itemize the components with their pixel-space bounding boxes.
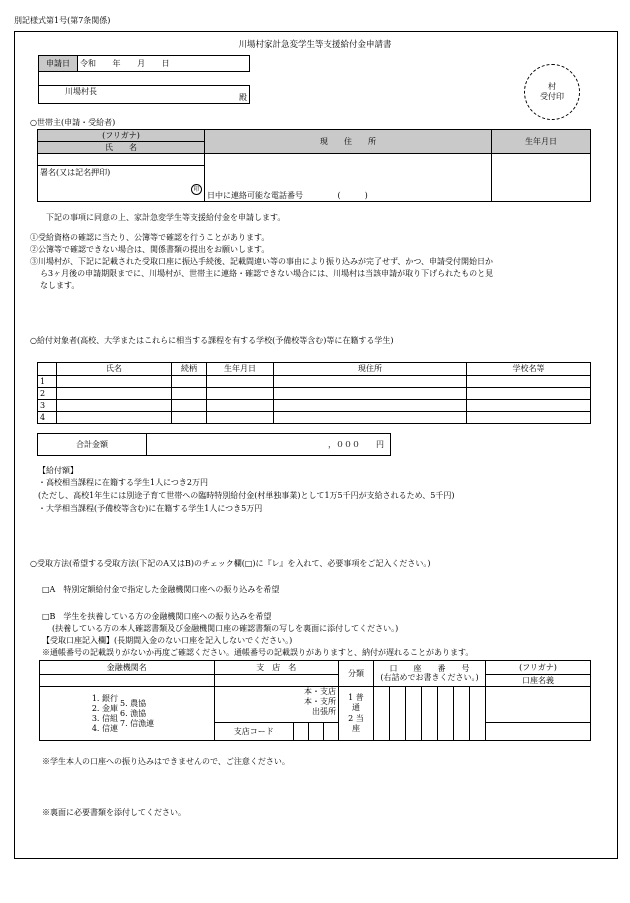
- account-warning: ※通帳番号の記載誤りがないか再度ご確認ください。通帳番号の記載誤りがありますと、納付が遅れることがあります。: [42, 648, 474, 657]
- opt-kinko: 2. 金庫: [91, 703, 118, 713]
- student-name-field[interactable]: [57, 388, 172, 400]
- furigana-field[interactable]: [38, 154, 205, 166]
- opt-honshiten: 本・支店: [304, 687, 336, 696]
- relation-field[interactable]: [172, 400, 207, 412]
- account-number-header: [374, 661, 486, 687]
- student-address-field[interactable]: [274, 412, 467, 424]
- institution-header: 金融機関名: [40, 661, 215, 675]
- month-label: 月: [137, 58, 146, 68]
- date-label: 申請日: [39, 56, 78, 72]
- furigana-header: (フリガナ): [38, 130, 205, 142]
- account-name-field[interactable]: [486, 723, 591, 741]
- account-header: 【受取口座記入欄】(長期間入金のない口座を記入しないでください。): [42, 636, 293, 645]
- type-field[interactable]: [339, 687, 374, 741]
- branch-code-digit[interactable]: [309, 723, 324, 741]
- row-num-header: [38, 363, 57, 376]
- row-number: 1: [38, 376, 57, 388]
- householder-section-title: ○世帯主(申請・受給者): [30, 118, 116, 127]
- receipt-section-title: ○受取方法(希望する受取方法(下記のA又はB)のチェック欄(□)に『レ』を入れて、必要事項をご記入ください。): [30, 559, 431, 568]
- address-field[interactable]: [205, 154, 492, 202]
- note-2: ②公簿等で確認できない場合は、関係書類の提出をお願いします。: [30, 245, 270, 254]
- school-field[interactable]: [467, 376, 591, 388]
- note-1: ①受給資格の確認に当たり、公簿等で確認を行うことがあります。: [30, 233, 270, 242]
- addressee-name: 川場村長: [65, 86, 97, 96]
- relation-header: 続柄: [172, 363, 207, 376]
- branch-field[interactable]: [214, 687, 338, 723]
- acct-digit[interactable]: [374, 687, 390, 741]
- note-3-end: なします。: [40, 281, 80, 290]
- acct-digit[interactable]: [470, 687, 486, 741]
- account-number-title: 口 座 番 号: [389, 663, 470, 673]
- row-number: 2: [38, 388, 57, 400]
- opt-shingyoren: 7. 信漁連: [120, 718, 155, 728]
- seal-line1: 村: [548, 82, 556, 91]
- branch-blank: [214, 675, 338, 687]
- furigana-bank-field[interactable]: [486, 687, 591, 723]
- payment-line-3: ・大学相当課程(予備校等含む)に在籍する学生1人につき5万円: [38, 504, 263, 513]
- honorific: 殿: [239, 92, 247, 102]
- opt-shinkumi: 3. 信組: [91, 713, 118, 723]
- opt-toza: 2 当: [348, 713, 364, 723]
- opt-futsu-2: 通: [352, 703, 360, 713]
- addressee-row: [39, 86, 250, 104]
- relation-field[interactable]: [172, 376, 207, 388]
- phone-label: 日中に連絡可能な電話番号: [207, 191, 303, 200]
- table-row: [38, 412, 591, 424]
- institution-blank: [40, 675, 215, 687]
- total-label: 合計金額: [38, 434, 147, 456]
- branch-header: 支 店 名: [214, 661, 338, 675]
- branch-code-digit[interactable]: [324, 723, 339, 741]
- total-table: [37, 433, 391, 456]
- opt-honshisho: 本・支所: [304, 697, 336, 706]
- householder-table: [37, 129, 591, 202]
- student-birth-field[interactable]: [207, 388, 274, 400]
- address-header: 現 住 所: [205, 130, 492, 154]
- acct-digit[interactable]: [406, 687, 422, 741]
- acct-digit[interactable]: [390, 687, 406, 741]
- relation-field[interactable]: [172, 388, 207, 400]
- year-label: 年: [112, 58, 121, 68]
- footer-note-2: ※裏面に必要書類を添付してください。: [42, 808, 186, 817]
- student-name-header: 氏名: [57, 363, 172, 376]
- row-number: 4: [38, 412, 57, 424]
- birth-header: 生年月日: [492, 130, 591, 154]
- students-table: [37, 362, 591, 424]
- school-header: 学校名等: [467, 363, 591, 376]
- table-row: [38, 376, 591, 388]
- option-b-note: (扶養している方の本人確認書類及び金融機関口座の確認書類の写しを裏面に添付してください。): [52, 624, 399, 633]
- furigana-bank-header: (フリガナ): [486, 661, 591, 675]
- student-name-field[interactable]: [57, 400, 172, 412]
- student-birth-field[interactable]: [207, 400, 274, 412]
- form-title: 川場村家計急変学生等支援給付金申請書: [238, 40, 392, 50]
- institution-options-2[interactable]: [118, 687, 214, 741]
- option-b-checkbox[interactable]: □B 学生を扶養している方の金融機関口座への振り込みを希望: [42, 612, 272, 621]
- table-row: [38, 388, 591, 400]
- opt-shinren: 4. 信連: [91, 723, 118, 733]
- note-3-cont: ら3ヶ月後の申請期限までに、川場村が、世帯主に連絡・確認できない場合には、川場村は当該申請が取り下げられたものと見: [40, 269, 494, 278]
- note-3: ③川場村が、下記に記載された受取口座に振込手続後、記載間違い等の事由により振り込みが完了せず、かつ、申請受付開始日か: [30, 257, 494, 266]
- student-address-field[interactable]: [274, 400, 467, 412]
- blank-row: [39, 72, 250, 86]
- students-section-title: ○給付対象者(高校、大学またはこれらに相当する課程を有する学校(予備校等含む)等に在籍する学生): [30, 336, 394, 345]
- opt-nokyo: 5. 農協: [120, 698, 147, 708]
- payment-title: 【給付額】: [38, 466, 78, 475]
- relation-field[interactable]: [172, 412, 207, 424]
- school-field[interactable]: [467, 388, 591, 400]
- bank-table: [39, 660, 591, 741]
- student-birth-field[interactable]: [207, 412, 274, 424]
- branch-code-digit[interactable]: [294, 723, 309, 741]
- opt-bank: 1. 銀行: [91, 693, 118, 703]
- opt-futsu: 1 普: [348, 692, 364, 702]
- account-name-header: 口座名義: [486, 675, 591, 687]
- opt-toza-2: 座: [352, 723, 360, 733]
- acct-digit[interactable]: [454, 687, 470, 741]
- seal-mark: 印: [191, 184, 202, 195]
- student-name-field[interactable]: [57, 376, 172, 388]
- school-field[interactable]: [467, 412, 591, 424]
- era-label: 令和: [80, 58, 96, 68]
- payment-line-1: ・高校相当課程に在籍する学生1人につき2万円: [38, 478, 209, 487]
- footer-note-1: ※学生本人の口座への振り込みはできませんので、ご注意ください。: [42, 757, 290, 766]
- signature-field[interactable]: [38, 166, 205, 202]
- opt-shutchojo: 出張所: [312, 707, 336, 716]
- day-label: 日: [161, 58, 170, 68]
- name-header: 氏 名: [38, 142, 205, 154]
- institution-options-1[interactable]: [40, 687, 119, 741]
- opt-gyokyo: 6. 漁協: [120, 708, 147, 718]
- table-row: [38, 400, 591, 412]
- date-field[interactable]: [78, 56, 250, 72]
- student-birth-header: 生年月日: [207, 363, 274, 376]
- reception-seal-box: [524, 64, 580, 120]
- option-a-checkbox[interactable]: □A 特別定額給付金で指定した金融機関口座への振り込みを希望: [42, 585, 280, 594]
- type-header: 分類: [339, 661, 374, 687]
- student-address-field[interactable]: [274, 388, 467, 400]
- acct-digit[interactable]: [422, 687, 438, 741]
- signature-label: 署名(又は記名押印): [40, 168, 111, 177]
- acct-digit[interactable]: [438, 687, 454, 741]
- seal-line2: 受付印: [540, 92, 564, 101]
- consent-text: 下記の事項に同意の上、家計急変学生等支援給付金を申請します。: [46, 213, 286, 222]
- student-address-header: 現住所: [274, 363, 467, 376]
- form-id: 別記様式第1号(第7条関係): [14, 16, 111, 25]
- student-birth-field[interactable]: [207, 376, 274, 388]
- total-amount[interactable]: ，０００ 円: [147, 434, 391, 456]
- row-number: 3: [38, 400, 57, 412]
- birth-field[interactable]: [492, 154, 591, 202]
- payment-line-2: (ただし、高校1年生には別途子育て世帯への臨時特別給付金(村単独事業)として1万5千円が支給されるため、5千円): [38, 491, 455, 500]
- account-number-sub: (右詰めでお書きください。): [380, 672, 479, 682]
- student-name-field[interactable]: [57, 412, 172, 424]
- branch-code-label: 支店コード: [214, 723, 293, 741]
- student-address-field[interactable]: [274, 376, 467, 388]
- school-field[interactable]: [467, 400, 591, 412]
- application-date-table: [38, 55, 250, 104]
- phone-field: ( ): [337, 191, 368, 200]
